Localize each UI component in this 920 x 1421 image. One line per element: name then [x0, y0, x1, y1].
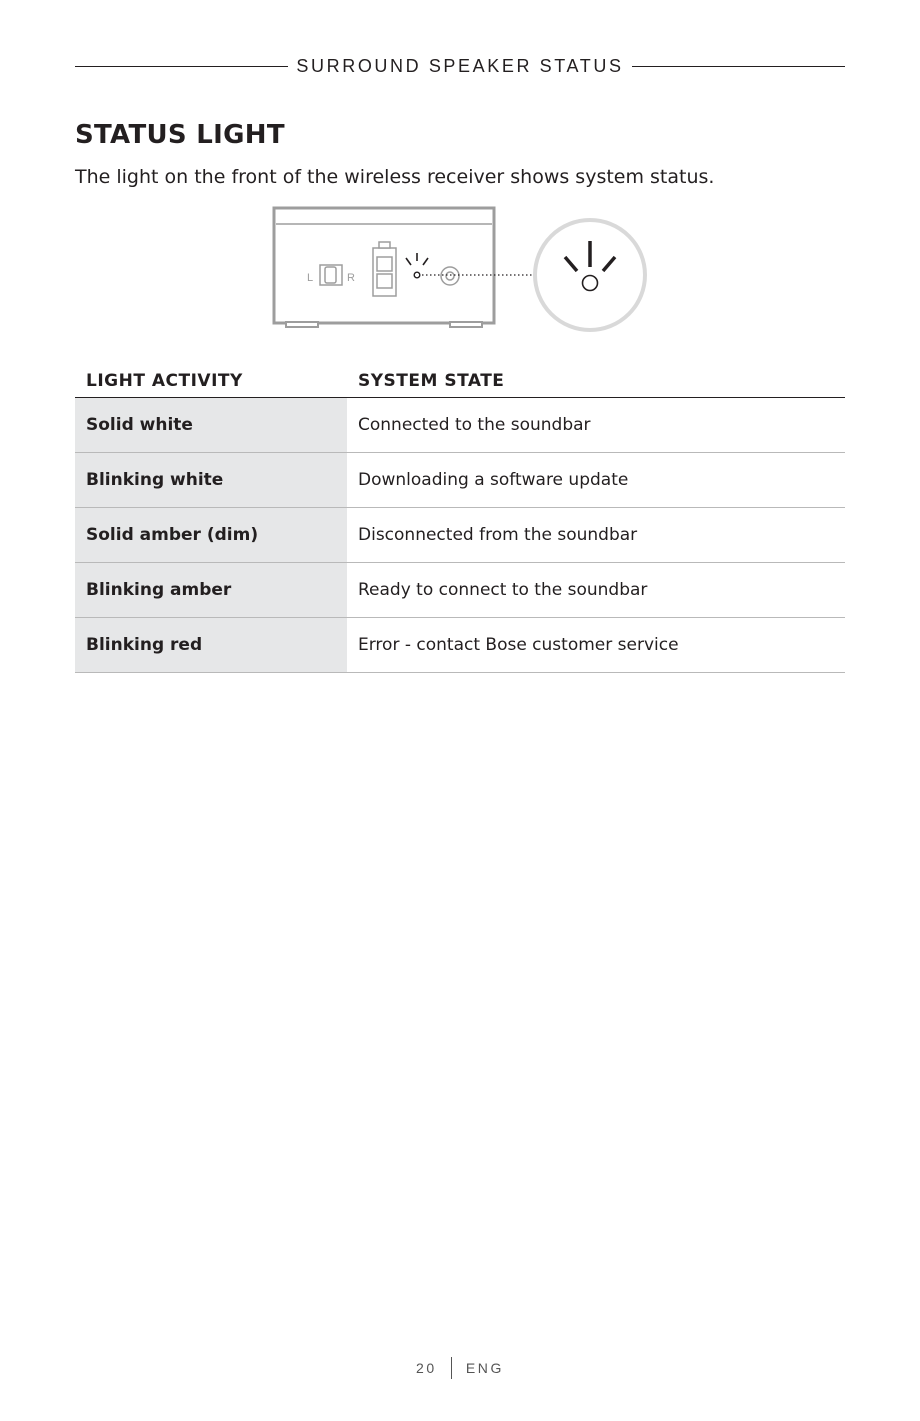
- language-code: ENG: [465, 1360, 504, 1376]
- system-state-cell: Error - contact Bose customer service: [347, 618, 845, 673]
- footer-divider: [451, 1357, 452, 1379]
- system-state-cell: Downloading a software update: [347, 453, 845, 508]
- label-left: L: [307, 272, 314, 284]
- light-activity-cell: Blinking white: [75, 453, 347, 508]
- port-icon: [373, 242, 396, 296]
- running-head-rule-right: [632, 66, 845, 67]
- section-title: SURROUND SPEAKER STATUS: [296, 55, 624, 76]
- receiver-diagram: [270, 205, 652, 337]
- light-activity-cell: Solid white: [75, 398, 347, 453]
- page-number: 20: [416, 1360, 437, 1376]
- intro-text: The light on the front of the wireless receiver shows system status.: [75, 166, 715, 188]
- light-activity-cell: Blinking red: [75, 618, 347, 673]
- page-title: STATUS LIGHT: [75, 120, 285, 150]
- status-light-table: [75, 364, 845, 673]
- table-row: [75, 563, 845, 618]
- connect-button-icon: [441, 267, 459, 285]
- table-row: [75, 453, 845, 508]
- label-right: R: [347, 272, 355, 284]
- running-head: [75, 54, 845, 78]
- page-footer: [0, 1356, 920, 1380]
- status-light-callout-icon: [535, 220, 645, 330]
- table-row: [75, 398, 845, 453]
- light-activity-cell: Blinking amber: [75, 563, 347, 618]
- light-activity-cell: Solid amber (dim): [75, 508, 347, 563]
- system-state-cell: Connected to the soundbar: [347, 398, 845, 453]
- table-header-row: [75, 364, 845, 398]
- running-head-rule-left: [75, 66, 288, 67]
- table-row: [75, 508, 845, 563]
- system-state-cell: Ready to connect to the soundbar: [347, 563, 845, 618]
- system-state-cell: Disconnected from the soundbar: [347, 508, 845, 563]
- header-system-state: SYSTEM STATE: [347, 364, 845, 398]
- header-light-activity: LIGHT ACTIVITY: [75, 364, 347, 398]
- table-row: [75, 618, 845, 673]
- receiver-illustration: [270, 205, 652, 337]
